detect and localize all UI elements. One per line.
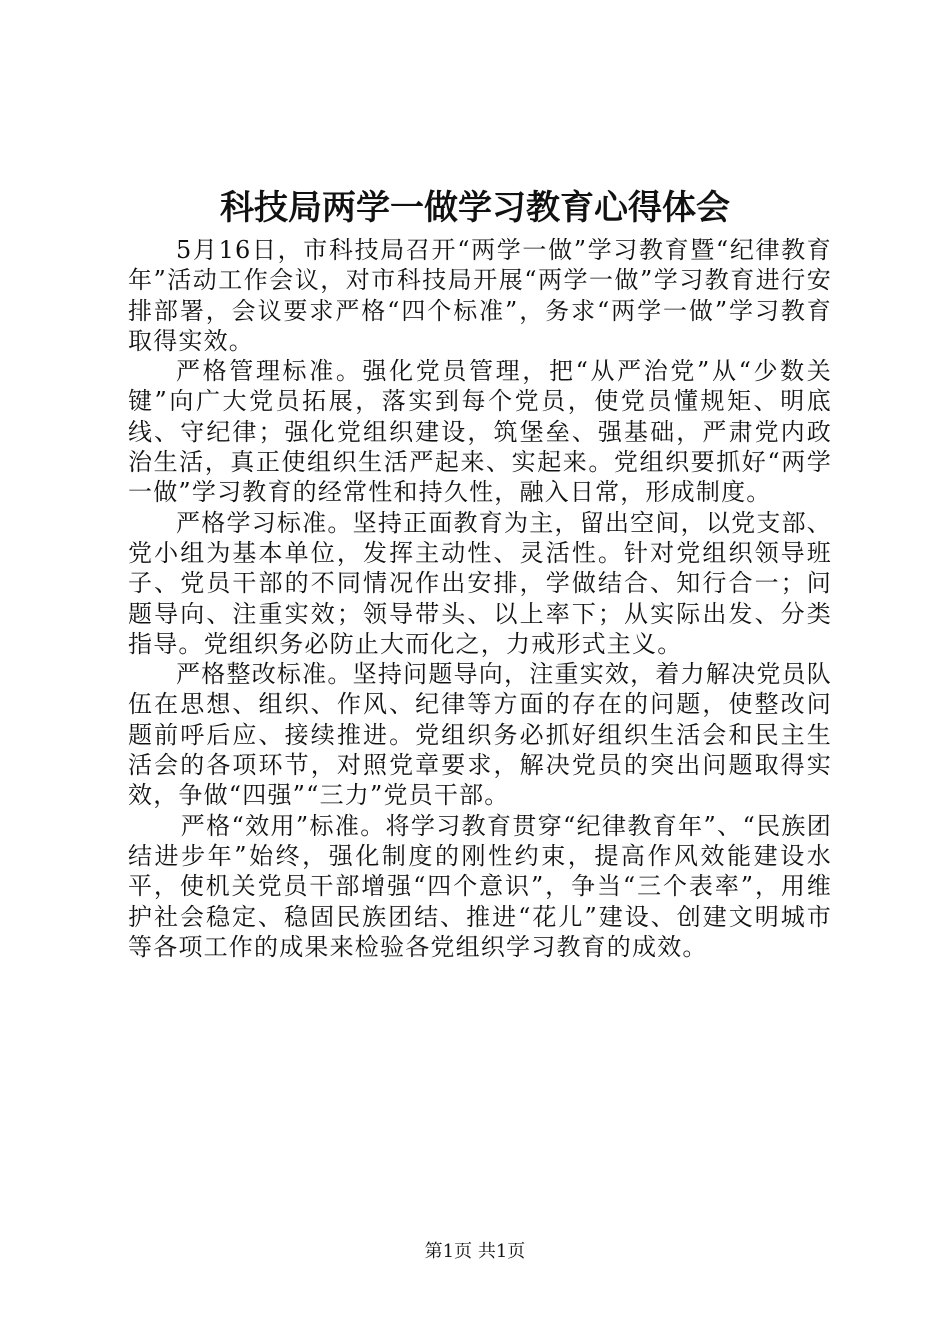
page-footer: 第1页 共1页: [424, 1241, 526, 1262]
paragraph-management-standard: 严格管理标准。强化党员管理，把“从严治党”从“少数关键”向广大党员拓展，落实到每个党员，使党员懂规矩、明底线、守纪律；强化党组织建设，筑堡垒、强基础，严肃党内政治生活，真正使组织生活严起来、实起来。党组织要抓好“两学一做”学习教育的经常性和持久性，融入日常，形成制度。: [128, 357, 832, 507]
paragraph-study-standard: 严格学习标准。坚持正面教育为主，留出空间，以党支部、党小组为基本单位，发挥主动性、灵活性。针对党组织领导班子、党员干部的不同情况作出安排，学做结合、知行合一；问题导向、注重实效；领导带头、以上率下；从实际出发、分类指导。党组织务必防止大而化之，力戒形式主义。: [128, 508, 832, 658]
paragraph-intro: 5月16日，市科技局召开“两学一做”学习教育暨“纪律教育年”活动工作会议，对市科技局开展“两学一做”学习教育进行安排部署，会议要求严格“四个标准”，务求“两学一做”学习教育取得实效。: [128, 236, 832, 355]
document-title: 科技局两学一做学习教育心得体会: [220, 188, 730, 228]
paragraph-effect-standard: 严格“效用”标准。将学习教育贯穿“纪律教育年”、“民族团结进步年”始终，强化制度的刚性约束，提高作风效能建设水平，使机关党员干部增强“四个意识”，争当“三个表率”，用维护社会稳定、稳固民族团结、推进“花儿”建设、创建文明城市等各项工作的成果来检验各党组织学习教育的成效。: [128, 811, 832, 961]
paragraph-rectification-standard: 严格整改标准。坚持问题导向，注重实效，着力解决党员队伍在思想、组织、作风、纪律等方面的存在的问题，使整改问题前呼后应、接续推进。党组织务必抓好组织生活会和民主生活会的各项环节，对照党章要求，解决党员的突出问题取得实效，争做“四强”“三力”党员干部。: [128, 660, 832, 810]
document-body: [128, 235, 832, 962]
